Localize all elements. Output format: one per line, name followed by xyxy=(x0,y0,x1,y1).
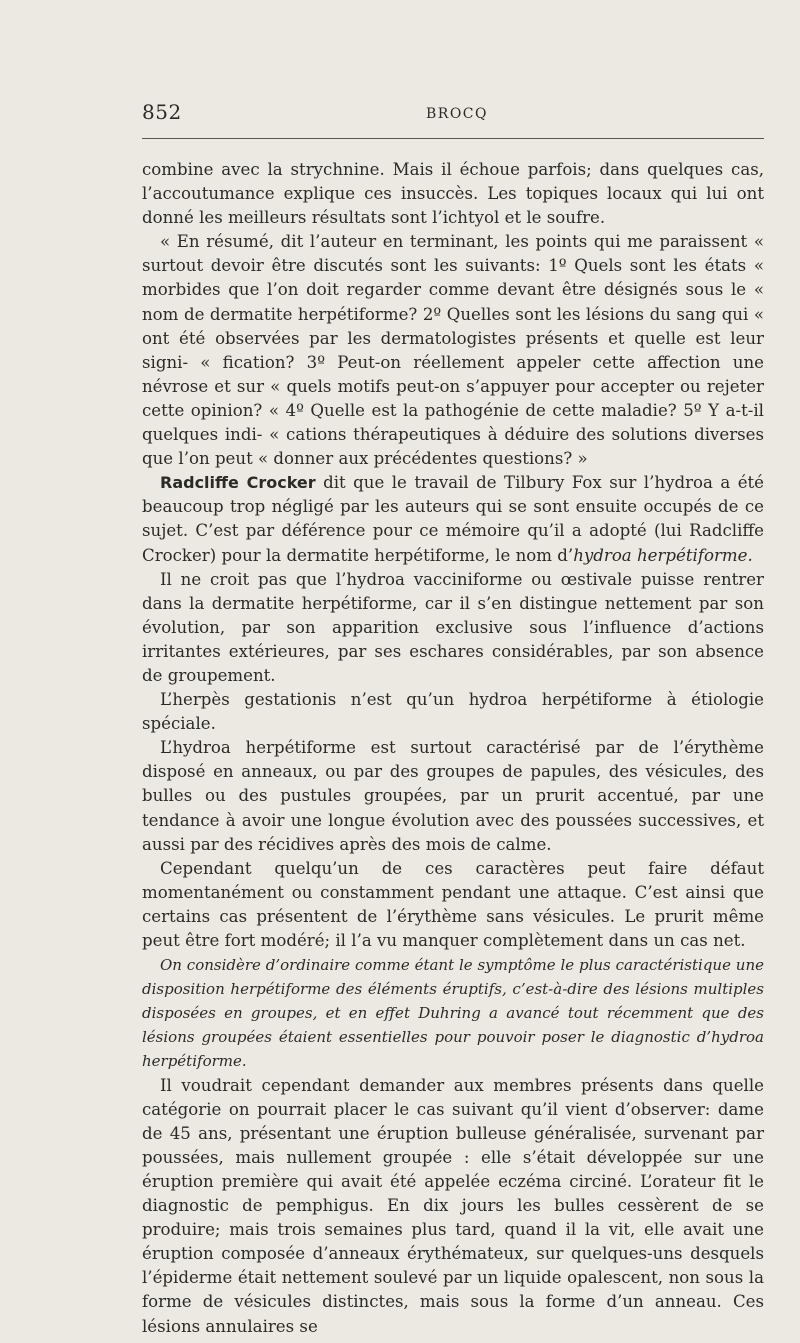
paragraph-3-text: dit que le travail de Tilbury Fox sur l’hydroa a été beaucoup trop négligé par les auteurs qui se sont ensuite occupés de ce sujet. C’est par déférence pour ce mémoire qu’il a adopté (lui Radcliffe Crocker) pour la dermatite herpétiforme, le nom d’ xyxy=(142,473,764,565)
paragraph-7: Cependant quelqu’un de ces caractères peut faire défaut momentanément ou constamment pendant une attaque. C’est ainsi que certains cas présentent de l’érythème sans vésicules. Le prurit même peut être fort modéré; il l’a vu manquer complètement dans un cas net. xyxy=(142,858,764,950)
paragraph-5: L’herpès gestationis n’est qu’un hydroa herpétiforme à étiologie spéciale. xyxy=(142,690,764,734)
page-number: 852 xyxy=(142,100,182,124)
running-head: BROCQ xyxy=(426,106,488,122)
paragraph-3 xyxy=(142,471,764,567)
paragraph-8-italic: On considère d’ordinaire comme étant le symptôme le plus caractéristique une disposition herpétiforme des éléments éruptifs, c’est-à-dire des lésions multiples disposées en groupes, et en effet Duhring a avancé tout récemment que des lésions groupées étaient essentielles pour pouvoir poser le diagnostic d’hydroa herpétiforme. xyxy=(142,956,764,1071)
paragraph-6: L’hydroa herpétiforme est surtout caractérisé par de l’érythème disposé en anneaux, ou par des groupes de papules, des vésicules, des bulles ou des pustules groupées, par un prurit accentué, par une tendance à avoir une longue évolution avec des poussées successives, et aussi par des récidives après des mois de calme. xyxy=(142,738,764,854)
author-name: Radcliffe Crocker xyxy=(160,473,316,493)
paragraph-3-italic: hydroa herpétiforme. xyxy=(573,545,753,565)
header-rule xyxy=(142,138,764,139)
paragraph-4: Il ne croit pas que l’hydroa vacciniforme ou œstivale puisse rentrer dans la dermatite herpétiforme, car il s’en distingue nettement par son évolution, par son apparition exclusive sous l’influence d’actions irritantes extérieures, par ses eschares considérables, par son absence de groupement. xyxy=(142,569,764,685)
paragraph-2-quote: « En résumé, dit l’auteur en terminant, les points qui me paraissent « surtout devoir être discutés sont les suivants: 1º Quels sont les états « morbides que l’on doit regarder comme devant être désignés sous le « nom de dermatite herpétiforme? 2º Quelles sont les lésions du sang qui « ont été observées par les dermatologistes présents et quelle est leur signi- « fication? 3º Peut-on réellement appeler cette affection une névrose et sur « quels motifs peut-on s’appuyer pour accepter ou rejeter cette opinion? « 4º Quelle est la pathogénie de cette maladie? 5º Y a-t-il quelques indi- « cations thérapeutiques à déduire des solutions diverses que l’on peut « donner aux précédentes questions? » xyxy=(142,232,764,469)
body-text xyxy=(142,158,764,1339)
paragraph-1: combine avec la strychnine. Mais il échoue parfois; dans quelques cas, l’accoutumance explique ces insuccès. Les topiques locaux qui lui ont donné les meilleurs résultats sont l’ichtyol et le soufre. xyxy=(142,160,764,228)
paragraph-9: Il voudrait cependant demander aux membres présents dans quelle catégorie on pourrait placer le cas suivant qu’il vient d’observer: dame de 45 ans, présentant une éruption bulleuse généralisée, survenant par poussées, mais nullement groupée : elle s’était développée sur une éruption première qui avait été appelée eczéma circiné. L’orateur fit le diagnostic de pemphigus. En dix jours les bulles cessèrent de se produire; mais trois semaines plus tard, quand il la vit, elle avait une éruption composée d’anneaux érythémateux, sur quelques-uns desquels l’épiderme était nettement soulevé par un liquide opalescent, non sous la forme de vésicules distinctes, mais sous la forme d’un anneau. Ces lésions annulaires se xyxy=(142,1075,764,1336)
page-header xyxy=(142,100,764,130)
